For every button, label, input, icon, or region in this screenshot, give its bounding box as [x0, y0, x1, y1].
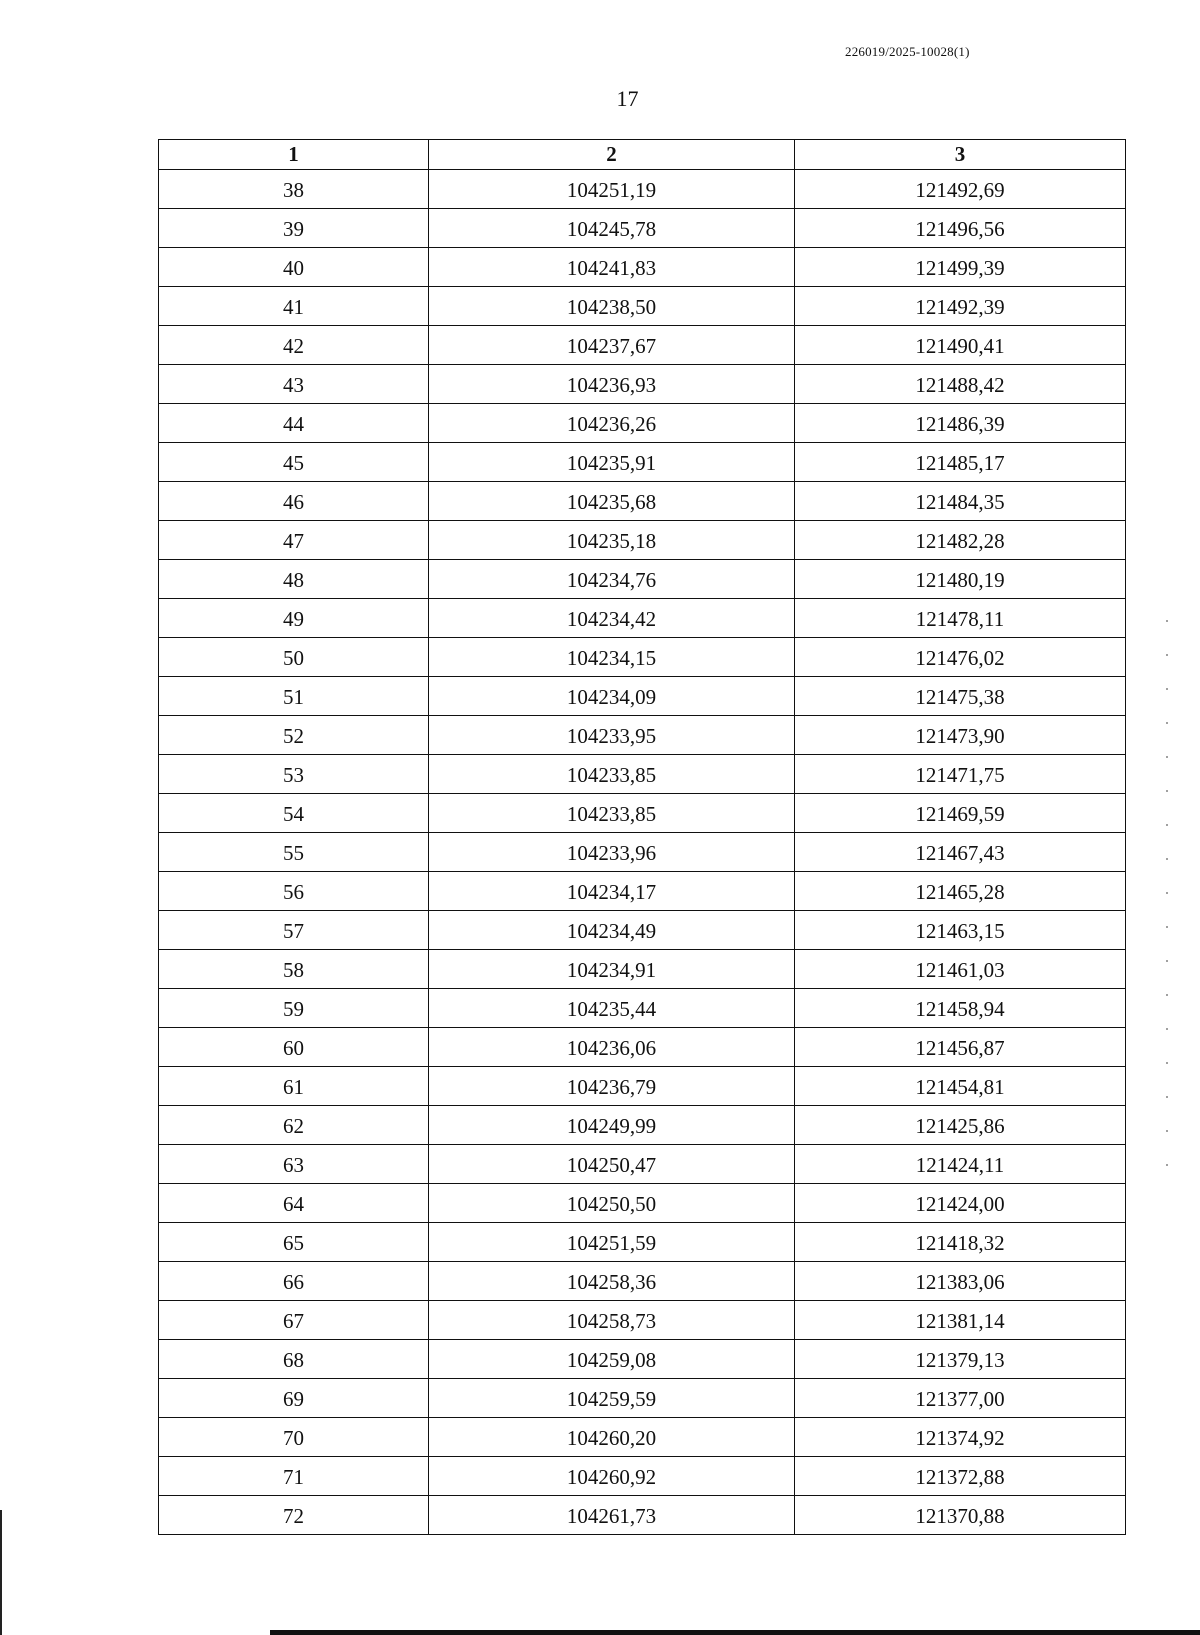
x-coordinate-cell: 104236,79: [429, 1067, 795, 1106]
x-coordinate-cell: 104235,18: [429, 521, 795, 560]
table-row: [159, 1301, 1126, 1340]
x-coordinate-cell: 104233,95: [429, 716, 795, 755]
table-row: [159, 209, 1126, 248]
x-coordinate-cell: 104233,85: [429, 755, 795, 794]
x-coordinate-cell: 104258,36: [429, 1262, 795, 1301]
x-coordinate-cell: 104234,17: [429, 872, 795, 911]
column-header: 1: [159, 140, 429, 170]
y-coordinate-cell: 121463,15: [795, 911, 1126, 950]
y-coordinate-cell: 121458,94: [795, 989, 1126, 1028]
y-coordinate-cell: 121424,00: [795, 1184, 1126, 1223]
x-coordinate-cell: 104251,19: [429, 170, 795, 209]
table-row: [159, 677, 1126, 716]
point-number-cell: 51: [159, 677, 429, 716]
point-number-cell: 48: [159, 560, 429, 599]
table-row: [159, 1340, 1126, 1379]
point-number-cell: 44: [159, 404, 429, 443]
point-number-cell: 71: [159, 1457, 429, 1496]
point-number-cell: 70: [159, 1418, 429, 1457]
table-row: [159, 1418, 1126, 1457]
table-row: [159, 1184, 1126, 1223]
y-coordinate-cell: 121418,32: [795, 1223, 1126, 1262]
x-coordinate-cell: 104236,06: [429, 1028, 795, 1067]
point-number-cell: 52: [159, 716, 429, 755]
y-coordinate-cell: 121490,41: [795, 326, 1126, 365]
table-row: [159, 365, 1126, 404]
y-coordinate-cell: 121381,14: [795, 1301, 1126, 1340]
table-row: [159, 248, 1126, 287]
y-coordinate-cell: 121486,39: [795, 404, 1126, 443]
table-row: [159, 560, 1126, 599]
column-header: 2: [429, 140, 795, 170]
y-coordinate-cell: 121476,02: [795, 638, 1126, 677]
table-row: [159, 755, 1126, 794]
y-coordinate-cell: 121492,69: [795, 170, 1126, 209]
table-row: [159, 1106, 1126, 1145]
table-row: [159, 1262, 1126, 1301]
x-coordinate-cell: 104238,50: [429, 287, 795, 326]
x-coordinate-cell: 104249,99: [429, 1106, 795, 1145]
table-row: [159, 1067, 1126, 1106]
x-coordinate-cell: 104245,78: [429, 209, 795, 248]
table-row: [159, 1028, 1126, 1067]
point-number-cell: 55: [159, 833, 429, 872]
x-coordinate-cell: 104260,20: [429, 1418, 795, 1457]
x-coordinate-cell: 104233,96: [429, 833, 795, 872]
y-coordinate-cell: 121488,42: [795, 365, 1126, 404]
x-coordinate-cell: 104260,92: [429, 1457, 795, 1496]
x-coordinate-cell: 104251,59: [429, 1223, 795, 1262]
y-coordinate-cell: 121454,81: [795, 1067, 1126, 1106]
table-row: [159, 1223, 1126, 1262]
point-number-cell: 68: [159, 1340, 429, 1379]
point-number-cell: 61: [159, 1067, 429, 1106]
point-number-cell: 53: [159, 755, 429, 794]
table-row: [159, 716, 1126, 755]
point-number-cell: 56: [159, 872, 429, 911]
table-row: [159, 911, 1126, 950]
point-number-cell: 62: [159, 1106, 429, 1145]
scan-noise: [1166, 620, 1168, 1180]
x-coordinate-cell: 104235,68: [429, 482, 795, 521]
point-number-cell: 46: [159, 482, 429, 521]
table-body: [159, 170, 1126, 1535]
y-coordinate-cell: 121482,28: [795, 521, 1126, 560]
y-coordinate-cell: 121456,87: [795, 1028, 1126, 1067]
point-number-cell: 43: [159, 365, 429, 404]
table-row: [159, 833, 1126, 872]
y-coordinate-cell: 121377,00: [795, 1379, 1126, 1418]
table-row: [159, 1379, 1126, 1418]
x-coordinate-cell: 104250,50: [429, 1184, 795, 1223]
x-coordinate-cell: 104258,73: [429, 1301, 795, 1340]
x-coordinate-cell: 104237,67: [429, 326, 795, 365]
table-row: [159, 1145, 1126, 1184]
point-number-cell: 40: [159, 248, 429, 287]
point-number-cell: 66: [159, 1262, 429, 1301]
table-row: [159, 326, 1126, 365]
point-number-cell: 54: [159, 794, 429, 833]
table-row: [159, 638, 1126, 677]
x-coordinate-cell: 104234,76: [429, 560, 795, 599]
x-coordinate-cell: 104236,93: [429, 365, 795, 404]
table-row: [159, 287, 1126, 326]
x-coordinate-cell: 104250,47: [429, 1145, 795, 1184]
table-row: [159, 1457, 1126, 1496]
y-coordinate-cell: 121480,19: [795, 560, 1126, 599]
point-number-cell: 65: [159, 1223, 429, 1262]
x-coordinate-cell: 104234,09: [429, 677, 795, 716]
y-coordinate-cell: 121499,39: [795, 248, 1126, 287]
y-coordinate-cell: 121465,28: [795, 872, 1126, 911]
table-row: [159, 599, 1126, 638]
y-coordinate-cell: 121425,86: [795, 1106, 1126, 1145]
x-coordinate-cell: 104236,26: [429, 404, 795, 443]
point-number-cell: 57: [159, 911, 429, 950]
table-row: [159, 950, 1126, 989]
table-row: [159, 404, 1126, 443]
table-row: [159, 443, 1126, 482]
point-number-cell: 45: [159, 443, 429, 482]
y-coordinate-cell: 121473,90: [795, 716, 1126, 755]
y-coordinate-cell: 121370,88: [795, 1496, 1126, 1535]
y-coordinate-cell: 121467,43: [795, 833, 1126, 872]
y-coordinate-cell: 121374,92: [795, 1418, 1126, 1457]
point-number-cell: 60: [159, 1028, 429, 1067]
x-coordinate-cell: 104234,42: [429, 599, 795, 638]
point-number-cell: 63: [159, 1145, 429, 1184]
y-coordinate-cell: 121469,59: [795, 794, 1126, 833]
x-coordinate-cell: 104261,73: [429, 1496, 795, 1535]
y-coordinate-cell: 121461,03: [795, 950, 1126, 989]
point-number-cell: 39: [159, 209, 429, 248]
y-coordinate-cell: 121484,35: [795, 482, 1126, 521]
x-coordinate-cell: 104234,15: [429, 638, 795, 677]
page-number: 17: [616, 86, 639, 111]
table-row: [159, 170, 1126, 209]
x-coordinate-cell: 104234,91: [429, 950, 795, 989]
scan-edge-mark: [0, 1510, 2, 1635]
table-row: [159, 872, 1126, 911]
point-number-cell: 49: [159, 599, 429, 638]
table-row: [159, 482, 1126, 521]
x-coordinate-cell: 104233,85: [429, 794, 795, 833]
table-row: [159, 989, 1126, 1028]
point-number-cell: 69: [159, 1379, 429, 1418]
y-coordinate-cell: 121424,11: [795, 1145, 1126, 1184]
y-coordinate-cell: 121379,13: [795, 1340, 1126, 1379]
y-coordinate-cell: 121471,75: [795, 755, 1126, 794]
bottom-rule: [270, 1630, 1200, 1635]
point-number-cell: 41: [159, 287, 429, 326]
point-number-cell: 64: [159, 1184, 429, 1223]
y-coordinate-cell: 121496,56: [795, 209, 1126, 248]
y-coordinate-cell: 121372,88: [795, 1457, 1126, 1496]
x-coordinate-cell: 104259,08: [429, 1340, 795, 1379]
table-row: [159, 521, 1126, 560]
point-number-cell: 67: [159, 1301, 429, 1340]
y-coordinate-cell: 121485,17: [795, 443, 1126, 482]
x-coordinate-cell: 104241,83: [429, 248, 795, 287]
document-id: 226019/2025-10028(1): [845, 44, 970, 59]
point-number-cell: 72: [159, 1496, 429, 1535]
y-coordinate-cell: 121475,38: [795, 677, 1126, 716]
y-coordinate-cell: 121383,06: [795, 1262, 1126, 1301]
point-number-cell: 59: [159, 989, 429, 1028]
table-row: [159, 1496, 1126, 1535]
point-number-cell: 50: [159, 638, 429, 677]
y-coordinate-cell: 121478,11: [795, 599, 1126, 638]
table-header-row: [159, 140, 1126, 170]
x-coordinate-cell: 104259,59: [429, 1379, 795, 1418]
x-coordinate-cell: 104234,49: [429, 911, 795, 950]
point-number-cell: 38: [159, 170, 429, 209]
point-number-cell: 42: [159, 326, 429, 365]
x-coordinate-cell: 104235,44: [429, 989, 795, 1028]
table-row: [159, 794, 1126, 833]
coordinates-table: [158, 139, 1126, 1535]
point-number-cell: 58: [159, 950, 429, 989]
column-header: 3: [795, 140, 1126, 170]
point-number-cell: 47: [159, 521, 429, 560]
x-coordinate-cell: 104235,91: [429, 443, 795, 482]
y-coordinate-cell: 121492,39: [795, 287, 1126, 326]
